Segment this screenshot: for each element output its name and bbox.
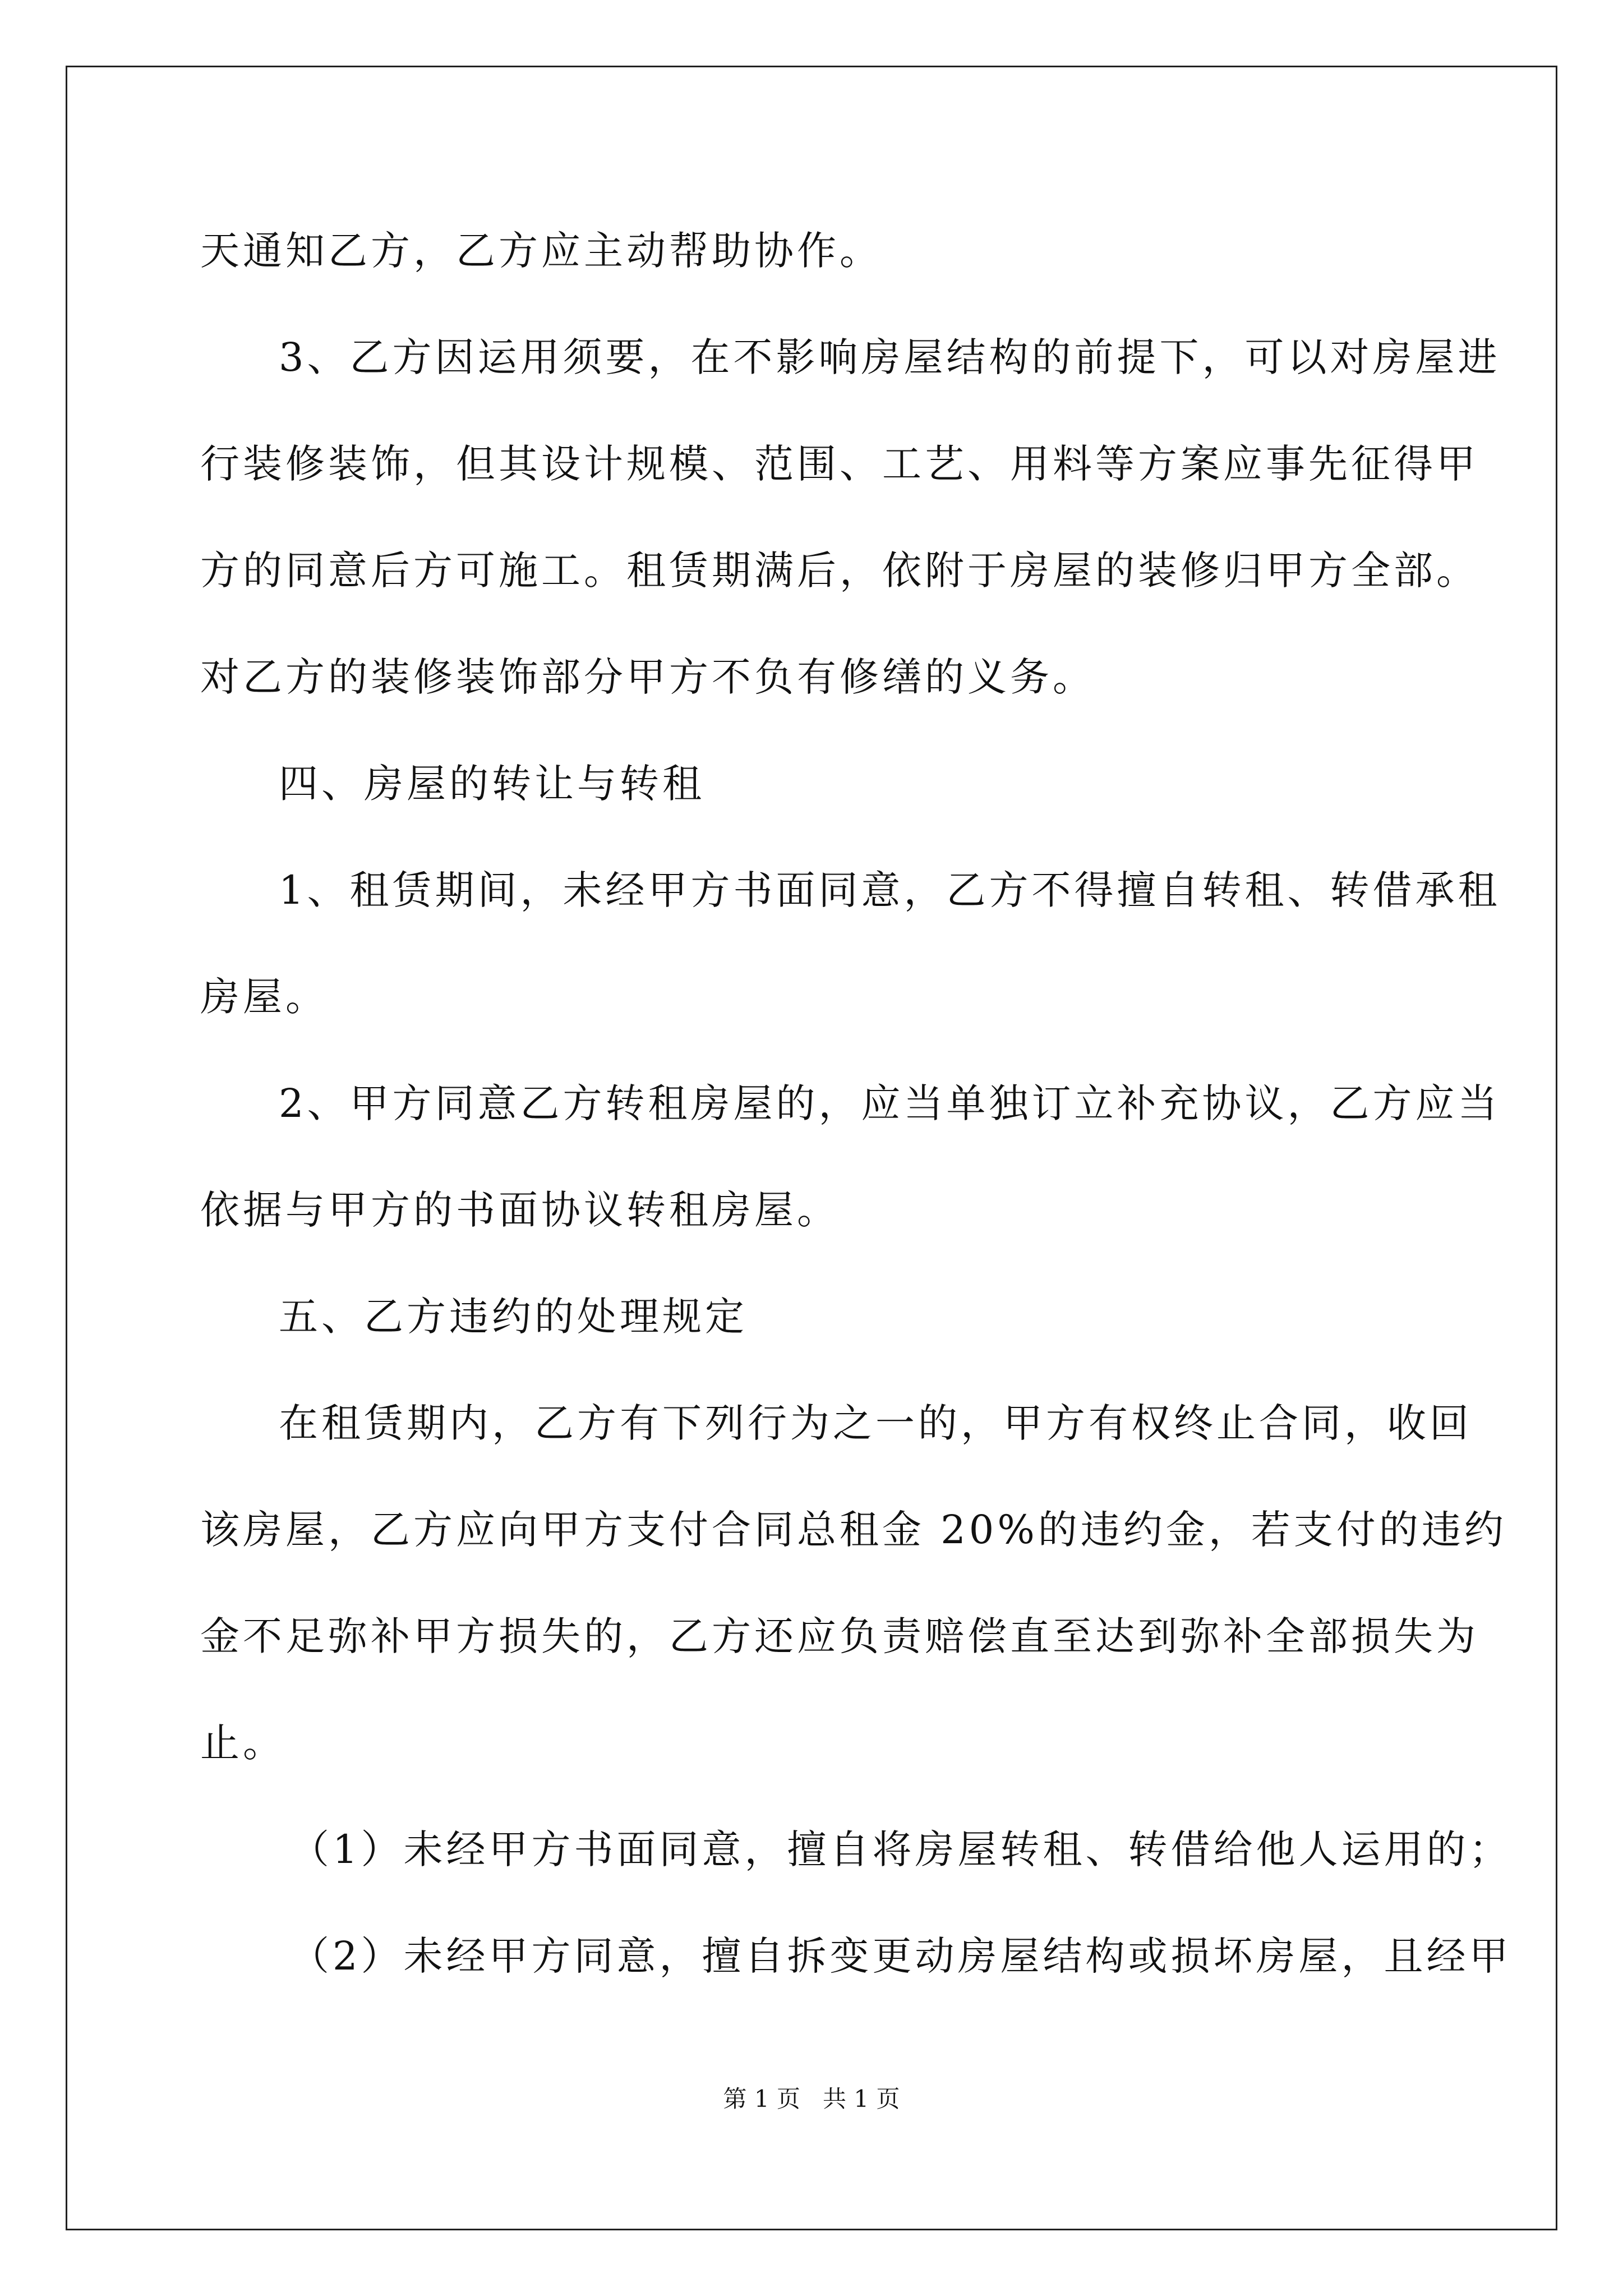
section-heading: 四、房屋的转让与转租 — [279, 761, 705, 807]
text-line: 该房屋，乙方应向甲方支付合同总租金 20%的违约金，若支付的违约 — [200, 1507, 1507, 1553]
text-line: 依据与甲方的书面协议转租房屋。 — [200, 1187, 840, 1233]
section-heading: 五、乙方违约的处理规定 — [279, 1294, 748, 1340]
text-line: 对乙方的装修装饰部分甲方不负有修缮的义务。 — [200, 654, 1095, 700]
page-number: 第 1 页 共 1 页 — [723, 2085, 900, 2113]
text-line: 止。 — [200, 1720, 285, 1766]
text-line: 1、租赁期间，未经甲方书面同意，乙方不得擅自转租、转借承租 — [279, 867, 1501, 913]
text-line: 天通知乙方，乙方应主动帮助协作。 — [200, 228, 882, 274]
text-line: 行装修装饰，但其设计规模、范围、工艺、用料等方案应事先征得甲 — [200, 441, 1479, 487]
text-line: 3、乙方因运用须要，在不影响房屋结构的前提下，可以对房屋进 — [279, 334, 1501, 380]
text-line: 金不足弥补甲方损失的，乙方还应负责赔偿直至达到弥补全部损失为 — [200, 1613, 1479, 1659]
text-line: 方的同意后方可施工。租赁期满后，依附于房屋的装修归甲方全部。 — [200, 547, 1479, 593]
text-line: 房屋。 — [200, 974, 328, 1020]
list-item: （1）未经甲方书面同意，擅自将房屋转租、转借给他人运用的； — [290, 1826, 1512, 1872]
text-line: 2、甲方同意乙方转租房屋的，应当单独订立补充协议，乙方应当 — [279, 1080, 1501, 1126]
list-item: （2）未经甲方同意，擅自拆变更动房屋结构或损坏房屋，且经甲 — [290, 1933, 1512, 1979]
page-border — [66, 66, 1557, 2230]
text-line: 在租赁期内，乙方有下列行为之一的，甲方有权终止合同，收回 — [279, 1400, 1472, 1446]
